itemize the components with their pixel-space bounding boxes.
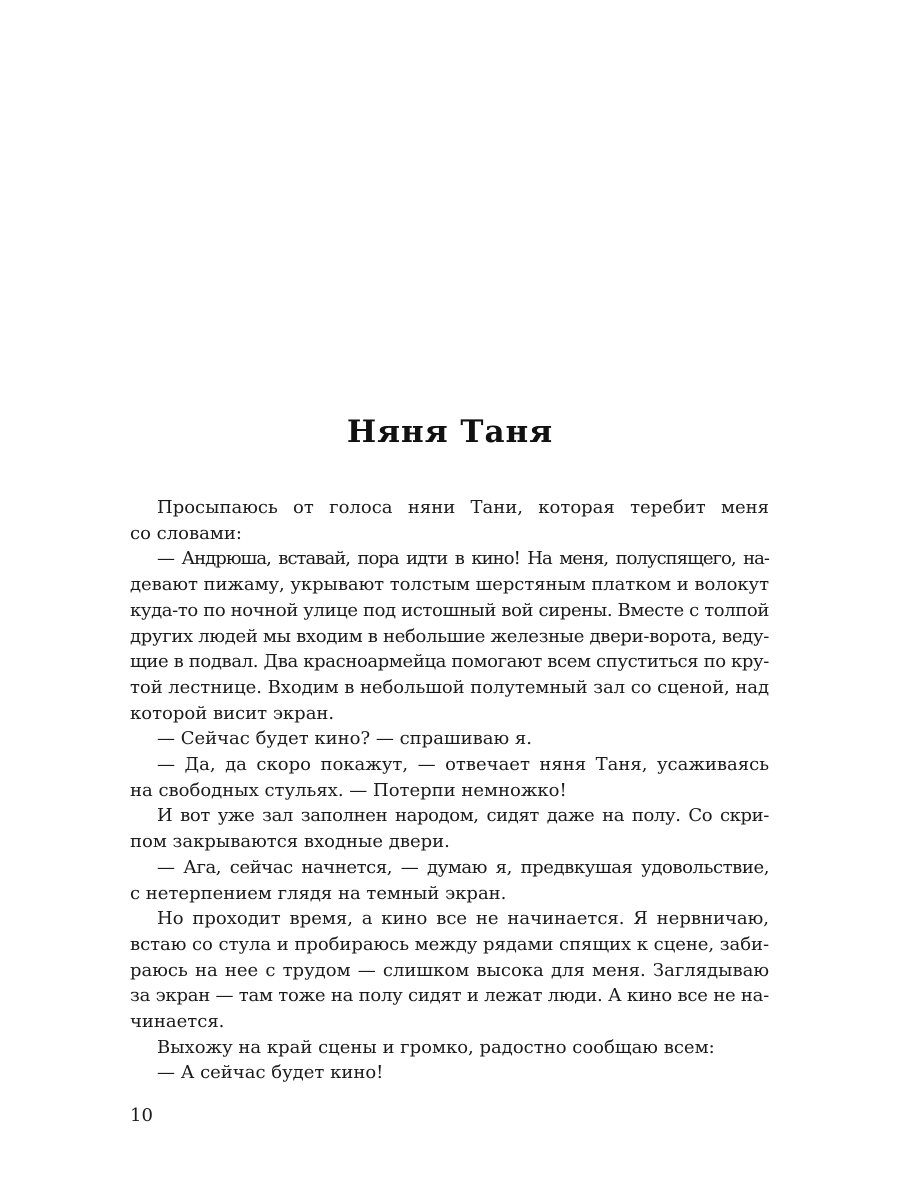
text-line: пом закрываются входные двери. [130, 831, 450, 853]
text-line: — А сейчас будет кино! [157, 1062, 384, 1084]
page-number: 10 [130, 1105, 153, 1126]
text-line: других людей мы входим в небольшие железные двери-ворота, веду- [130, 625, 769, 647]
text-line: — Сейчас будет кино? — спрашиваю я. [157, 728, 532, 750]
text-line: И вот уже зал заполнен народом, сидят даже на полу. Со скри- [157, 805, 769, 827]
text-line: которой висит экран. [130, 702, 335, 724]
text-line: Просыпаюсь от голоса няни Тани, которая теребит меня [157, 497, 769, 518]
paragraph [130, 855, 769, 906]
paragraph [130, 1060, 769, 1086]
text-line: Но проходит время, а кино все не начинается. Я нервничаю, [157, 908, 769, 930]
paragraph [130, 906, 769, 1035]
text-line: Выхожу на край сцены и громко, радостно сообщаю всем: [157, 1036, 715, 1058]
text-line: чинается. [130, 1011, 225, 1033]
text-line: — Ага, сейчас начнется, — думаю я, предвкушая удовольствие, [157, 856, 769, 878]
text-line: — Да, да скоро покажут, — отвечает няня Таня, усаживаясь [157, 754, 769, 776]
paragraph [130, 803, 769, 854]
text-line: щие в подвал. Два красноармейца помогают всем спуститься по кру- [130, 651, 769, 673]
text-line: на свободных стульях. — Потерпи немножко! [130, 779, 567, 801]
text-line: куда-то по ночной улице под истошный вой сирены. Вместе с толпой [130, 599, 769, 621]
paragraph [130, 495, 769, 546]
text-line: той лестнице. Входим в небольшой полутемный зал со сценой, над [130, 676, 769, 698]
text-line: за экран — там тоже на полу сидят и лежат люди. А кино все не на- [130, 985, 769, 1007]
paragraph [130, 1035, 769, 1061]
paragraph [130, 546, 769, 726]
text-line: встаю со стула и пробираюсь между рядами спящих к сцене, заби- [130, 933, 769, 955]
paragraph [130, 752, 769, 803]
body-text [130, 495, 769, 1086]
text-line: девают пижаму, укрывают толстым шерстяным платком и волокут [130, 574, 769, 596]
text-line: раюсь на нее с трудом — слишком высока для меня. Заглядываю [130, 959, 769, 981]
chapter-title: Няня Таня [346, 414, 554, 450]
text-line: со словами: [130, 522, 242, 544]
text-line: с нетерпением глядя на темный экран. [130, 882, 507, 904]
paragraph [130, 726, 769, 752]
text-line: — Андрюша, вставай, пора идти в кино! На меня, полуспящего, на- [157, 548, 769, 570]
